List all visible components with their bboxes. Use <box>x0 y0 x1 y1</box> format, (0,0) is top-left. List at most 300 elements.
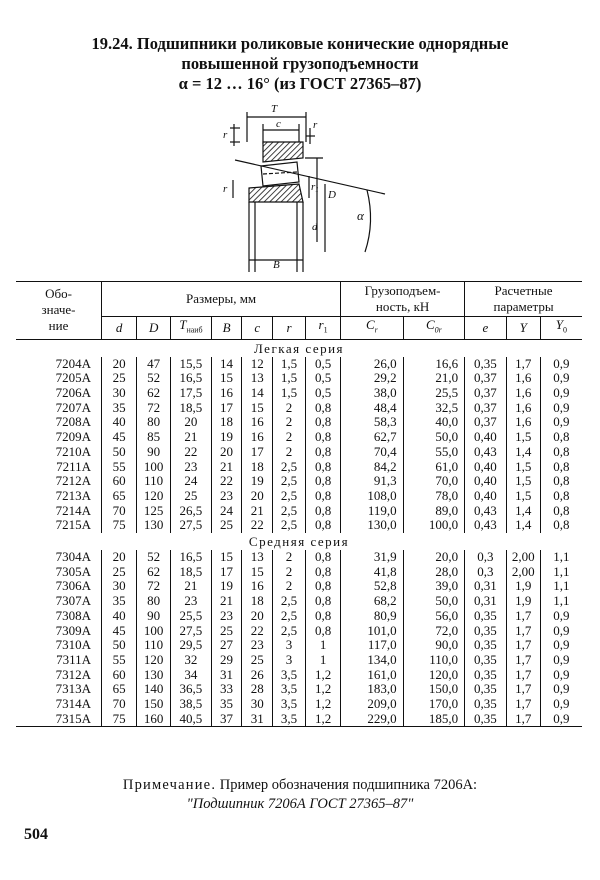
table-cell: 21,0 <box>403 371 464 386</box>
table-row <box>16 624 582 639</box>
table-cell: 0,3 <box>465 565 507 580</box>
page-number: 504 <box>24 826 48 843</box>
table-cell: 0,8 <box>306 609 341 624</box>
table-cell: 29,5 <box>171 638 212 653</box>
table-cell: 1,2 <box>306 697 341 712</box>
table-row <box>16 357 582 372</box>
table-cell: 0,8 <box>540 445 582 460</box>
table-row <box>16 697 582 712</box>
table-cell: 31 <box>242 712 273 727</box>
table-cell: 0,9 <box>540 653 582 668</box>
table-cell: 23 <box>242 638 273 653</box>
table-cell: 119,0 <box>341 504 404 519</box>
label-d: d <box>312 221 318 233</box>
cell-designation: 7214A <box>55 502 92 518</box>
table-cell: 47 <box>137 357 171 372</box>
header-d: d <box>102 317 137 340</box>
table-cell: 0,9 <box>540 712 582 727</box>
table-row <box>16 609 582 624</box>
table-cell: 1,7 <box>506 712 540 727</box>
cell-designation: 7210A <box>55 443 92 459</box>
table-cell: 3 <box>273 638 306 653</box>
table-cell: 21 <box>211 460 242 475</box>
label-r1: r1 <box>311 181 319 194</box>
series-medium <box>16 533 582 727</box>
table-cell: 0,8 <box>306 489 341 504</box>
table-cell: 30 <box>102 386 137 401</box>
note <box>0 776 600 814</box>
table-cell: 1,7 <box>506 668 540 683</box>
table-cell: 70,4 <box>341 445 404 460</box>
table-cell: 18 <box>242 594 273 609</box>
table-cell: 18 <box>211 415 242 430</box>
table-cell: 2 <box>273 565 306 580</box>
table-row <box>16 430 582 445</box>
table-cell: 0,35 <box>465 624 507 639</box>
table-cell: 91,3 <box>341 474 404 489</box>
series-title: Легкая серия <box>253 340 345 356</box>
table-cell: 1,7 <box>506 357 540 372</box>
table-cell: 2 <box>273 401 306 416</box>
table-cell: 0,9 <box>540 386 582 401</box>
table-cell: 0,9 <box>540 624 582 639</box>
table-cell: 0,5 <box>306 386 341 401</box>
cell-designation: 7310A <box>55 637 92 653</box>
table-cell: 55 <box>102 460 137 475</box>
table-cell: 0,9 <box>540 371 582 386</box>
table-row <box>16 460 582 475</box>
table-row <box>16 550 582 565</box>
cell-designation: 7311A <box>56 651 92 667</box>
table-cell: 65 <box>102 489 137 504</box>
table-cell: 26,0 <box>341 357 404 372</box>
table-cell: 2,5 <box>273 624 306 639</box>
table-cell: 39,0 <box>403 579 464 594</box>
cell-designation: 7304A <box>55 549 92 565</box>
table-cell: 0,8 <box>540 489 582 504</box>
cell-designation: 7209A <box>55 429 92 445</box>
table-cell: 150 <box>137 697 171 712</box>
table-cell: 1,1 <box>540 550 582 565</box>
title-line-2: повышенной грузоподъемности <box>181 54 419 73</box>
table-cell: 1,4 <box>506 504 540 519</box>
table-cell: 25,5 <box>171 609 212 624</box>
table-cell: 209,0 <box>341 697 404 712</box>
table-cell: 0,37 <box>465 371 507 386</box>
table-cell: 31,9 <box>341 550 404 565</box>
table-cell: 16 <box>242 430 273 445</box>
table-cell: 1,5 <box>273 371 306 386</box>
cell-designation: 7312A <box>55 666 92 682</box>
table-cell: 38,0 <box>341 386 404 401</box>
table-cell: 40,5 <box>171 712 212 727</box>
table-cell: 33 <box>211 682 242 697</box>
table-cell: 21 <box>242 504 273 519</box>
table-cell: 18,5 <box>171 401 212 416</box>
table-cell: 150,0 <box>403 682 464 697</box>
table-cell: 0,8 <box>306 401 341 416</box>
header-e: e <box>465 317 507 340</box>
cell-designation: 7207A <box>55 399 92 415</box>
table-cell: 21 <box>171 579 212 594</box>
table-row <box>16 474 582 489</box>
table-cell: 80,9 <box>341 609 404 624</box>
table-cell: 2 <box>273 550 306 565</box>
table-cell: 0,8 <box>306 460 341 475</box>
table-cell: 22 <box>211 474 242 489</box>
table-cell: 0,35 <box>465 682 507 697</box>
table-cell: 1,4 <box>506 445 540 460</box>
table-cell: 90 <box>137 609 171 624</box>
table-cell: 0,5 <box>306 357 341 372</box>
table-row <box>16 445 582 460</box>
table-cell: 23 <box>211 609 242 624</box>
table-cell: 50 <box>102 638 137 653</box>
table-cell: 20,0 <box>403 550 464 565</box>
table-cell: 18,5 <box>171 565 212 580</box>
table-cell: 90 <box>137 445 171 460</box>
table-cell: 16 <box>211 386 242 401</box>
table-cell: 0,8 <box>540 504 582 519</box>
table-cell: 120 <box>137 653 171 668</box>
table-row <box>16 504 582 519</box>
table-cell: 1,6 <box>506 401 540 416</box>
label-r-top-left: r <box>223 129 228 141</box>
table-cell: 16,5 <box>171 550 212 565</box>
table-cell: 0,43 <box>465 445 507 460</box>
table-cell: 0,8 <box>540 474 582 489</box>
cell-designation: 7204A <box>55 355 92 371</box>
table-cell: 17 <box>211 565 242 580</box>
table-cell: 130 <box>137 668 171 683</box>
header-r1: $r_1$ <box>306 317 341 340</box>
table-cell: 2 <box>273 445 306 460</box>
cell-designation: 7205A <box>55 370 92 386</box>
table-cell: 22 <box>242 624 273 639</box>
table-cell: 19 <box>211 579 242 594</box>
table-cell: 12 <box>242 357 273 372</box>
table-cell: 20 <box>102 357 137 372</box>
table-row <box>16 489 582 504</box>
table-cell: 0,40 <box>465 474 507 489</box>
table-cell: 0,40 <box>465 430 507 445</box>
table-cell: 0,43 <box>465 518 507 533</box>
cell-designation: 7305A <box>55 563 92 579</box>
table-cell: 70 <box>102 504 137 519</box>
table-cell: 58,3 <box>341 415 404 430</box>
table-cell: 15 <box>242 565 273 580</box>
header-capacity: Грузоподъем- ность, кН <box>341 282 465 317</box>
table-cell: 1,9 <box>506 579 540 594</box>
table-cell: 26,5 <box>171 504 212 519</box>
table-cell: 1,6 <box>506 386 540 401</box>
table-cell: 27 <box>211 638 242 653</box>
label-T: T <box>271 103 278 115</box>
table-cell: 0,8 <box>306 624 341 639</box>
note-label: Примечание. <box>122 777 217 793</box>
table-cell: 62 <box>137 386 171 401</box>
table-cell: 61,0 <box>403 460 464 475</box>
table-cell: 0,8 <box>306 550 341 565</box>
table-cell: 26 <box>242 668 273 683</box>
table-cell: 0,9 <box>540 357 582 372</box>
table-cell: 20 <box>102 550 137 565</box>
table-cell: 0,9 <box>540 609 582 624</box>
table-cell: 45 <box>102 430 137 445</box>
table-cell: 41,8 <box>341 565 404 580</box>
table-row <box>16 401 582 416</box>
header-Y0: $Y_0$ <box>540 317 582 340</box>
table-cell: 1,5 <box>506 489 540 504</box>
table-cell: 72 <box>137 579 171 594</box>
series-light <box>16 339 582 533</box>
table-cell: 28,0 <box>403 565 464 580</box>
table-cell: 0,9 <box>540 697 582 712</box>
table-cell: 16 <box>242 579 273 594</box>
table-cell: 2,5 <box>273 609 306 624</box>
title-line-3: α = 12 … 16° (из ГОСТ 27365–87) <box>178 74 422 93</box>
table-cell: 1 <box>306 638 341 653</box>
bearing-drawing <box>205 102 390 280</box>
table-cell: 24 <box>171 474 212 489</box>
table-cell: 3,5 <box>273 682 306 697</box>
table-cell: 17 <box>211 401 242 416</box>
table-cell: 62 <box>137 565 171 580</box>
table-cell: 0,8 <box>540 518 582 533</box>
header-designation: Обо- значе- ние <box>16 282 102 340</box>
table-row <box>16 386 582 401</box>
table-cell: 20 <box>211 445 242 460</box>
table-cell: 0,8 <box>306 518 341 533</box>
table-cell: 72,0 <box>403 624 464 639</box>
table-cell: 62,7 <box>341 430 404 445</box>
table-cell: 3 <box>273 653 306 668</box>
table-cell: 1,7 <box>506 697 540 712</box>
table-cell: 0,40 <box>465 460 507 475</box>
bearing-table <box>16 281 582 727</box>
table-cell: 16 <box>242 415 273 430</box>
header-B: B <box>211 317 242 340</box>
table-cell: 55 <box>102 653 137 668</box>
table-cell: 0,9 <box>540 401 582 416</box>
table-cell: 0,8 <box>306 430 341 445</box>
cell-designation: 7308A <box>55 607 92 623</box>
table-cell: 0,37 <box>465 401 507 416</box>
table-cell: 117,0 <box>341 638 404 653</box>
table-cell: 0,31 <box>465 594 507 609</box>
cell-designation: 7215A <box>55 517 92 533</box>
table-cell: 0,9 <box>540 668 582 683</box>
table-cell: 3,5 <box>273 697 306 712</box>
table-cell: 0,9 <box>540 682 582 697</box>
cell-designation: 7309A <box>55 622 92 638</box>
table-cell: 160 <box>137 712 171 727</box>
table-cell: 0,37 <box>465 415 507 430</box>
table-cell: 0,43 <box>465 504 507 519</box>
table-cell: 2 <box>273 415 306 430</box>
table-cell: 1,5 <box>506 430 540 445</box>
table-cell: 2,00 <box>506 565 540 580</box>
table-cell: 14 <box>211 357 242 372</box>
table-cell: 0,35 <box>465 712 507 727</box>
table-cell: 15 <box>211 371 242 386</box>
table-cell: 52 <box>137 550 171 565</box>
table-row <box>16 712 582 727</box>
table-cell: 21 <box>211 594 242 609</box>
table-cell: 75 <box>102 712 137 727</box>
table-cell: 60 <box>102 668 137 683</box>
table-cell: 48,4 <box>341 401 404 416</box>
table-row <box>16 594 582 609</box>
table-cell: 0,9 <box>540 638 582 653</box>
table-cell: 1,7 <box>506 638 540 653</box>
header-r: r <box>273 317 306 340</box>
table-cell: 29,2 <box>341 371 404 386</box>
table-cell: 75 <box>102 518 137 533</box>
table-cell: 1,1 <box>540 594 582 609</box>
table-cell: 55,0 <box>403 445 464 460</box>
table-cell: 0,8 <box>306 594 341 609</box>
table-row <box>16 415 582 430</box>
table-cell: 37 <box>211 712 242 727</box>
table-cell: 80 <box>137 594 171 609</box>
table-cell: 60 <box>102 474 137 489</box>
cell-designation: 7206A <box>55 385 92 400</box>
label-alpha: α <box>357 208 364 223</box>
table-cell: 27,5 <box>171 624 212 639</box>
table-cell: 78,0 <box>403 489 464 504</box>
table-cell: 23 <box>171 594 212 609</box>
table-cell: 185,0 <box>403 712 464 727</box>
table-cell: 0,35 <box>465 697 507 712</box>
table-cell: 2,00 <box>506 550 540 565</box>
table-cell: 80 <box>137 415 171 430</box>
table-cell: 52,8 <box>341 579 404 594</box>
table-cell: 1,1 <box>540 579 582 594</box>
table-cell: 110,0 <box>403 653 464 668</box>
table-cell: 17 <box>242 445 273 460</box>
table-cell: 229,0 <box>341 712 404 727</box>
table-cell: 70 <box>102 697 137 712</box>
table-row <box>16 638 582 653</box>
table-cell: 16,6 <box>403 357 464 372</box>
table-cell: 1,7 <box>506 609 540 624</box>
table-cell: 0,8 <box>540 430 582 445</box>
label-r-top-right: r <box>313 119 318 131</box>
table-cell: 140 <box>137 682 171 697</box>
table-cell: 52 <box>137 371 171 386</box>
cell-designation: 7315A <box>16 712 102 727</box>
table-row <box>16 518 582 533</box>
table-cell: 28 <box>242 682 273 697</box>
cell-designation: 7313A <box>55 681 92 697</box>
table-cell: 40,0 <box>403 415 464 430</box>
table-cell: 17,5 <box>171 386 212 401</box>
table-cell: 2 <box>273 579 306 594</box>
table-cell: 0,35 <box>465 357 507 372</box>
table-cell: 36,5 <box>171 682 212 697</box>
table-cell: 29 <box>211 653 242 668</box>
table-cell: 1,4 <box>506 518 540 533</box>
table-cell: 2,5 <box>273 594 306 609</box>
table-cell: 1,7 <box>506 624 540 639</box>
table-row <box>16 565 582 580</box>
table-cell: 90,0 <box>403 638 464 653</box>
table-cell: 1,1 <box>540 565 582 580</box>
table-row <box>16 653 582 668</box>
table-cell: 0,35 <box>465 609 507 624</box>
table-cell: 120,0 <box>403 668 464 683</box>
table-cell: 14 <box>242 386 273 401</box>
table-cell: 0,35 <box>465 668 507 683</box>
table-cell: 56,0 <box>403 609 464 624</box>
table-cell: 1,5 <box>273 386 306 401</box>
table-cell: 101,0 <box>341 624 404 639</box>
table-cell: 0,8 <box>306 415 341 430</box>
label-D: D <box>328 189 336 201</box>
table-cell: 50,0 <box>403 430 464 445</box>
table-cell: 0,5 <box>306 371 341 386</box>
table-cell: 50,0 <box>403 594 464 609</box>
table-cell: 25 <box>211 518 242 533</box>
table-cell: 0,8 <box>540 460 582 475</box>
cell-designation: 7213A <box>55 487 92 503</box>
table-cell: 72 <box>137 401 171 416</box>
table-cell: 15,5 <box>171 357 212 372</box>
table-cell: 134,0 <box>341 653 404 668</box>
table-cell: 15 <box>242 401 273 416</box>
table-row <box>16 682 582 697</box>
table-cell: 25 <box>171 489 212 504</box>
header-Y: Y <box>506 317 540 340</box>
table-cell: 20 <box>242 489 273 504</box>
label-c: c <box>276 118 281 130</box>
table-cell: 100,0 <box>403 518 464 533</box>
table-cell: 170,0 <box>403 697 464 712</box>
cell-designation: 7306A <box>55 578 92 594</box>
table-cell: 89,0 <box>403 504 464 519</box>
table-cell: 2,5 <box>273 489 306 504</box>
table-cell: 20 <box>171 415 212 430</box>
table-cell: 1,2 <box>306 682 341 697</box>
table-cell: 16,5 <box>171 371 212 386</box>
table-cell: 110 <box>137 638 171 653</box>
table-cell: 35 <box>102 401 137 416</box>
table-cell: 183,0 <box>341 682 404 697</box>
table-cell: 21 <box>171 430 212 445</box>
table-cell: 85 <box>137 430 171 445</box>
table-cell: 0,8 <box>306 445 341 460</box>
table-cell: 0,9 <box>540 415 582 430</box>
table-cell: 100 <box>137 460 171 475</box>
table-cell: 45 <box>102 624 137 639</box>
table-cell: 2 <box>273 430 306 445</box>
table-cell: 25,5 <box>403 386 464 401</box>
header-T: $T_{наиб}$ <box>171 317 212 340</box>
table-cell: 68,2 <box>341 594 404 609</box>
table-cell: 0,31 <box>465 579 507 594</box>
table-cell: 1,2 <box>306 668 341 683</box>
table-cell: 30 <box>242 697 273 712</box>
table-cell: 108,0 <box>341 489 404 504</box>
table-cell: 65 <box>102 682 137 697</box>
table-cell: 1,9 <box>506 594 540 609</box>
table-cell: 15 <box>211 550 242 565</box>
table-cell: 0,8 <box>306 474 341 489</box>
table-cell: 125 <box>137 504 171 519</box>
table-cell: 32 <box>171 653 212 668</box>
table-cell: 30 <box>102 579 137 594</box>
